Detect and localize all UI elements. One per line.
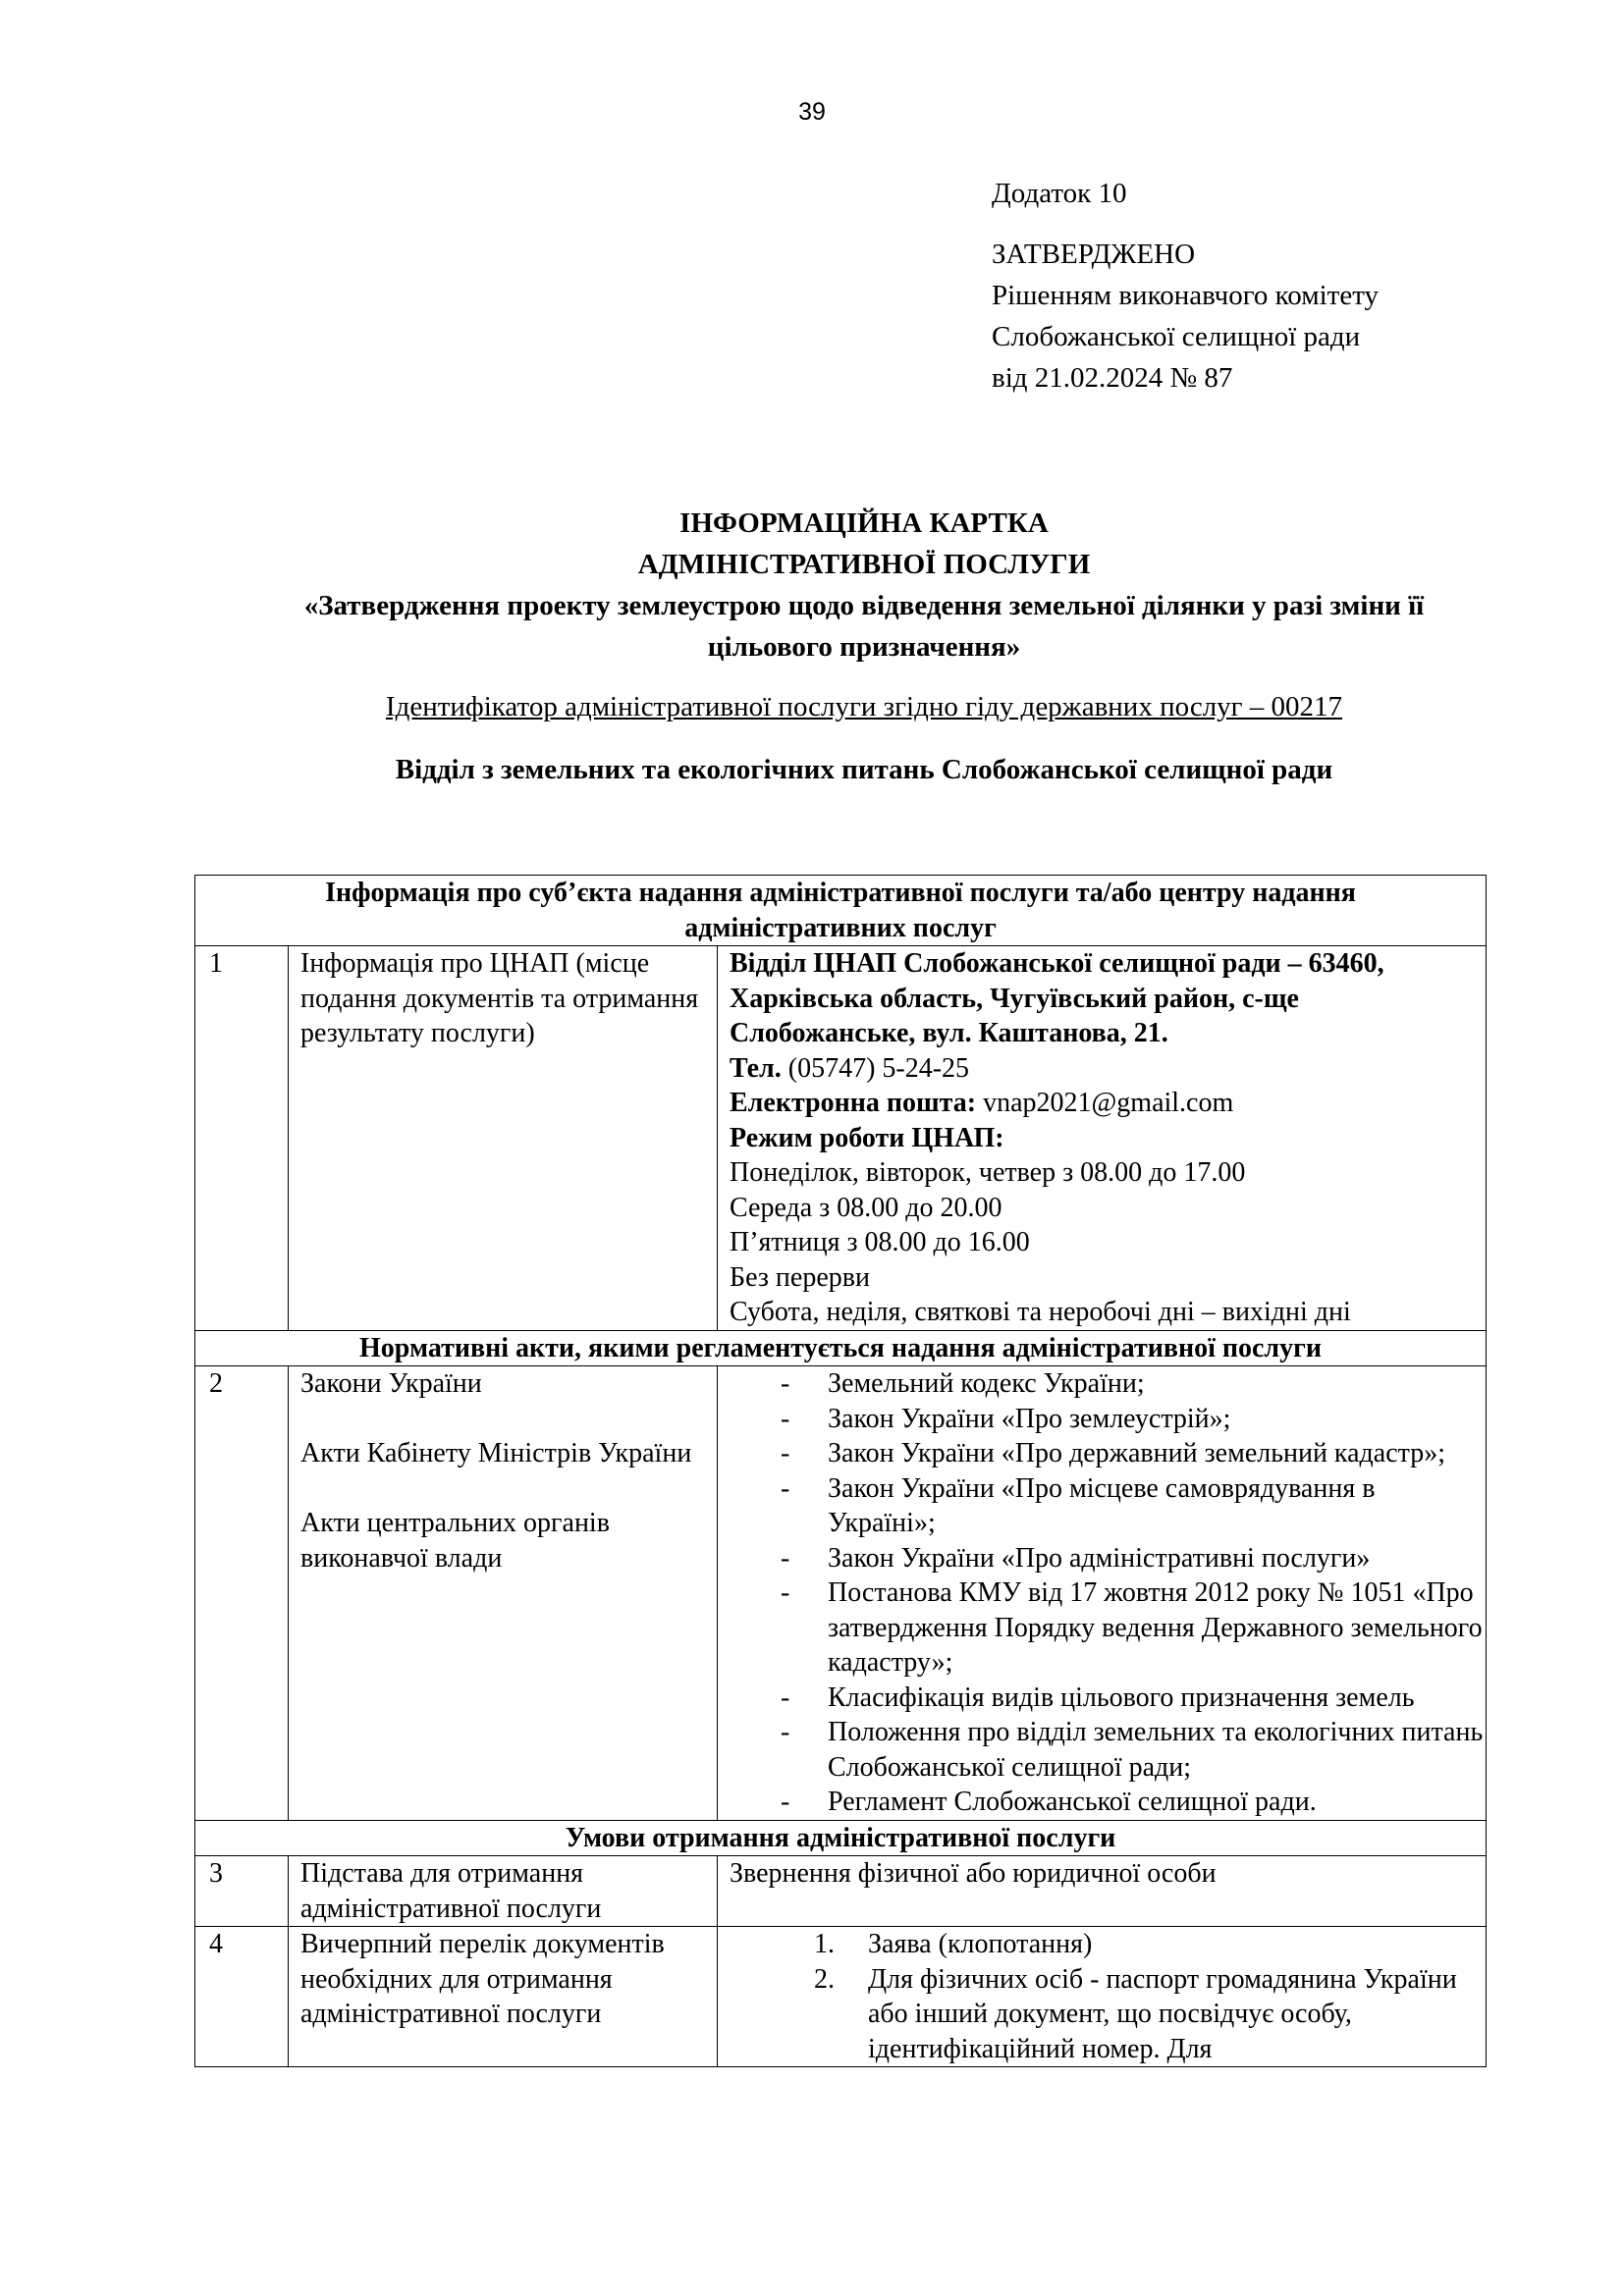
- info-card-table: [194, 875, 1487, 2067]
- section-header-conditions: [195, 1820, 1487, 1856]
- row-value: [718, 946, 1487, 1331]
- approved-by-line-2: Слобожанської селищної ради: [992, 321, 1361, 352]
- row-label: Інформація про ЦНАП (місце подання документів та отримання результату послуги): [289, 946, 718, 1331]
- laws-label: Закони України: [300, 1368, 482, 1399]
- phone-label: Тел.: [730, 1052, 782, 1084]
- approved-stamp-text: ЗАТВЕРДЖЕНО: [992, 239, 1196, 270]
- phone-value: (05747) 5-24-25: [781, 1052, 970, 1084]
- list-item: [718, 1927, 1486, 1962]
- row-label: Підстава для отримання адміністративної послуги: [289, 1856, 718, 1927]
- document-title: [187, 503, 1542, 667]
- list-item: - Закон України «Про місцеве самоврядування в Україні»;: [718, 1471, 1486, 1541]
- list-item: - Класифікація видів цільового призначення земель: [718, 1681, 1486, 1716]
- row-value: [718, 1927, 1487, 2067]
- list-item: - Регламент Слобожанської селищної ради.: [718, 1785, 1486, 1820]
- section-header-acts: [195, 1330, 1487, 1366]
- service-identifier: Ідентифікатор адміністративної послуги згідно гіду державних послуг – 00217: [385, 691, 1343, 722]
- section-header-cell: Нормативні акти, якими регламентується надання адміністративної послуги: [195, 1330, 1487, 1366]
- list-item: - Закон України «Про адміністративні послуги»: [718, 1541, 1486, 1576]
- documents-list: [718, 1927, 1486, 2066]
- item-number: 2.: [814, 1963, 835, 1995]
- list-item: [718, 1962, 1486, 2067]
- title-line-1: ІНФОРМАЦІЙНА КАРТКА: [679, 507, 1049, 539]
- email-label: Електронна пошта:: [730, 1088, 977, 1118]
- section-title-line-2: адміністративних послуг: [684, 912, 997, 943]
- addendum-label: Додаток 10: [992, 178, 1127, 209]
- row-number: 2: [195, 1366, 289, 1821]
- list-item: - Земельний кодекс України;: [718, 1366, 1486, 1402]
- central-bodies-label: Акти центральних органів виконавчої влади: [300, 1508, 610, 1574]
- row-number: 4: [195, 1927, 289, 2067]
- table-row: [195, 1366, 1487, 1821]
- approval-date: від 21.02.2024 № 87: [992, 362, 1233, 394]
- title-line-2: АДМІНІСТРАТИВНОЇ ПОСЛУГИ: [637, 549, 1091, 580]
- row-label: Вичерпний перелік документів необхідних для отримання адміністративної послуги: [289, 1927, 718, 2067]
- row-number: 3: [195, 1856, 289, 1927]
- table-row: [195, 946, 1487, 1331]
- item-text: Для фізичних осіб - паспорт громадянина України або інший документ, що посвідчує особу, ідентифікаційний номер. Для: [868, 1963, 1457, 2064]
- cnap-phone: [730, 1051, 1474, 1087]
- list-item: - Закон України «Про державний земельний кадастр»;: [718, 1436, 1486, 1471]
- table-row: [195, 1927, 1487, 2067]
- cnap-email: [730, 1086, 1474, 1121]
- service-name-line-2: цільового призначення»: [707, 631, 1021, 663]
- schedule-line: Середа з 08.00 до 20.00: [730, 1192, 1002, 1223]
- table-row: [195, 1856, 1487, 1927]
- section-header-cell: [195, 876, 1487, 946]
- list-item: - Положення про відділ земельних та екологічних питань Слобожанської селищної ради;: [718, 1715, 1486, 1785]
- schedule-line: Без перерви: [730, 1261, 870, 1293]
- schedule-line: П’ятниця з 08.00 до 16.00: [730, 1227, 1030, 1257]
- email-value: vnap2021@gmail.com: [976, 1088, 1234, 1118]
- acts-list: [718, 1366, 1486, 1820]
- row-number: 1: [195, 946, 289, 1331]
- approved-by-line-1: Рішенням виконавчого комітету: [992, 280, 1379, 311]
- list-item: - Закон України «Про землеустрій»;: [718, 1402, 1486, 1437]
- item-text: Заява (клопотання): [868, 1929, 1093, 1959]
- approval-block: [992, 173, 1379, 399]
- department-name: Відділ з земельних та екологічних питань Слобожанської селищної ради: [395, 754, 1333, 785]
- schedule-label: Режим роботи ЦНАП:: [730, 1122, 1004, 1153]
- row-label: [289, 1366, 718, 1821]
- service-name-line-1: «Затвердження проекту землеустрою щодо відведення земельної ділянки у разі зміни її: [303, 590, 1425, 621]
- schedule-line: Субота, неділя, святкові та неробочі дні – вихідні дні: [730, 1297, 1351, 1327]
- section-header-subject: [195, 876, 1487, 946]
- row-value: Звернення фізичної або юридичної особи: [718, 1856, 1487, 1927]
- cnap-address: Відділ ЦНАП Слобожанської селищної ради – 63460, Харківська область, Чугуївський район, с-ще Слобожанське, вул. Каштанова, 21.: [730, 948, 1384, 1048]
- section-header-cell: Умови отримання адміністративної послуги: [195, 1820, 1487, 1856]
- item-number: 1.: [814, 1929, 835, 1959]
- list-item: - Постанова КМУ від 17 жовтня 2012 року № 1051 «Про затвердження Порядку ведення Державного земельного кадастру»;: [718, 1575, 1486, 1681]
- page-number: 39: [798, 98, 826, 126]
- section-title-line-1: Інформація про суб’єкта надання адміністративної послуги та/або центру надання: [325, 878, 1356, 908]
- schedule-line: Понеділок, вівторок, четвер з 08.00 до 17.00: [730, 1157, 1246, 1188]
- cabinet-acts-label: Акти Кабінету Міністрів України: [300, 1438, 692, 1468]
- row-value: [718, 1366, 1487, 1821]
